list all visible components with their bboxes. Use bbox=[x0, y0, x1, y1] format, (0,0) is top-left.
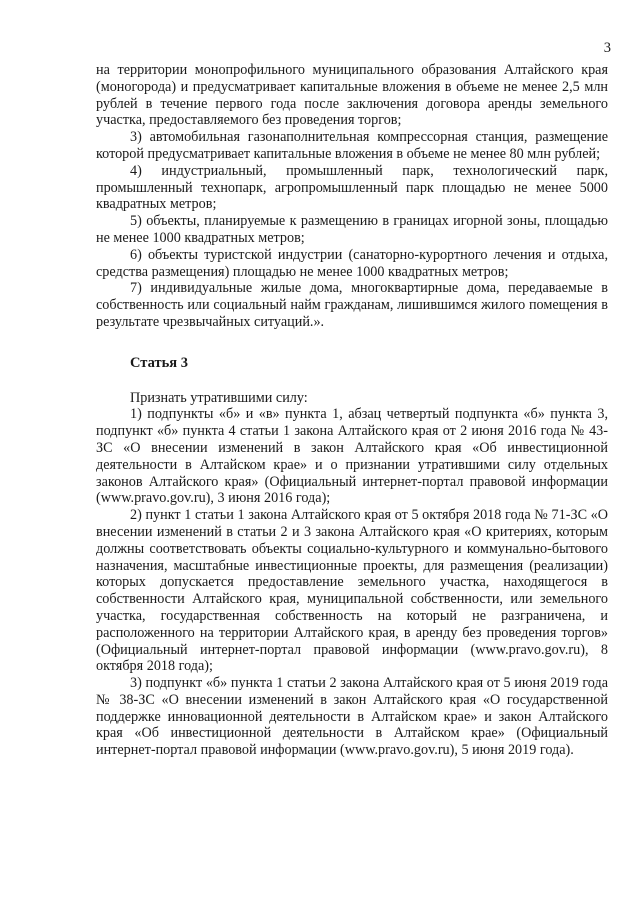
document-body bbox=[96, 62, 608, 759]
list-item: 2) пункт 1 статьи 1 закона Алтайского края от 5 октября 2018 года № 71-ЗС «О внесении изменений в статьи 2 и 3 закона Алтайского края «О критериях, которым должны соответствовать объекты социально-культурного и коммунально-бытового назначения, масштабные инвестиционные проекты, для размещения (реализации) которых допускается предоставление земельного участка, находящегося в собственности Алтайского края, муниципальной собственности, или земельного участка, государственная собственность на который не разграничена, и расположенного на территории Алтайского края, в аренду без проведения торгов» (Официальный интернет-портал правовой информации (www.pravo.gov.ru), 8 октября 2018 года); bbox=[96, 507, 608, 675]
article-lead: Признать утратившими силу: bbox=[130, 389, 308, 406]
continuation-paragraph: на территории монопрофильного муниципального образования Алтайского края (моногорода) и предусматривает капитальные вложения в объеме не менее 2,5 млн рублей в течение первого года после заключения договора аренды земельного участка, предоставляемого без проведения торгов; bbox=[96, 62, 608, 129]
list-item: 1) подпункты «б» и «в» пункта 1, абзац четвертый подпункта «б» пункта 3, подпункт «б» пункта 4 статьи 1 закона Алтайского края от 2 июня 2016 года № 43-ЗС «О внесении изменений в закон Алтайского края «Об инвестиционной деятельности в Алтайском крае» и о признании утратившими силу отдельных законов Алтайского края» (Официальный интернет-портал правовой информации (www.pravo.gov.ru), 3 июня 2016 года); bbox=[96, 406, 608, 507]
list-item: 3) автомобильная газонаполнительная компрессорная станция, размещение которой предусматривает капитальные вложения в объеме не менее 80 млн рублей; bbox=[96, 129, 608, 162]
page-number: 3 bbox=[603, 40, 611, 56]
list-item: 4) индустриальный, промышленный парк, технологический парк, промышленный технопарк, агропромышленный парк площадью не менее 5000 квадратных метров; bbox=[96, 162, 608, 213]
article-heading: Статья 3 bbox=[130, 354, 188, 371]
list-item: 6) объекты туристской индустрии (санаторно-курортного лечения и отдыха, средства размещения) площадью не менее 1000 квадратных метров; bbox=[96, 246, 608, 280]
list-item: 5) объекты, планируемые к размещению в границах игорной зоны, площадью не менее 1000 квадратных метров; bbox=[96, 213, 608, 246]
list-item: 3) подпункт «б» пункта 1 статьи 2 закона Алтайского края от 5 июня 2019 года № 38-ЗС «О внесении изменений в закон Алтайского края «О государственной поддержке инновационной деятельности в Алтайском крае» и закон Алтайского края «Об инвестиционной деятельности в Алтайском крае» (Официальный интернет-портал правовой информации (www.pravo.gov.ru), 5 июня 2019 года). bbox=[96, 675, 608, 759]
list-item: 7) индивидуальные жилые дома, многоквартирные дома, передаваемые в собственность или социальный найм гражданам, лишившимся жилого помещения в результате чрезвычайных ситуаций.». bbox=[96, 280, 608, 330]
